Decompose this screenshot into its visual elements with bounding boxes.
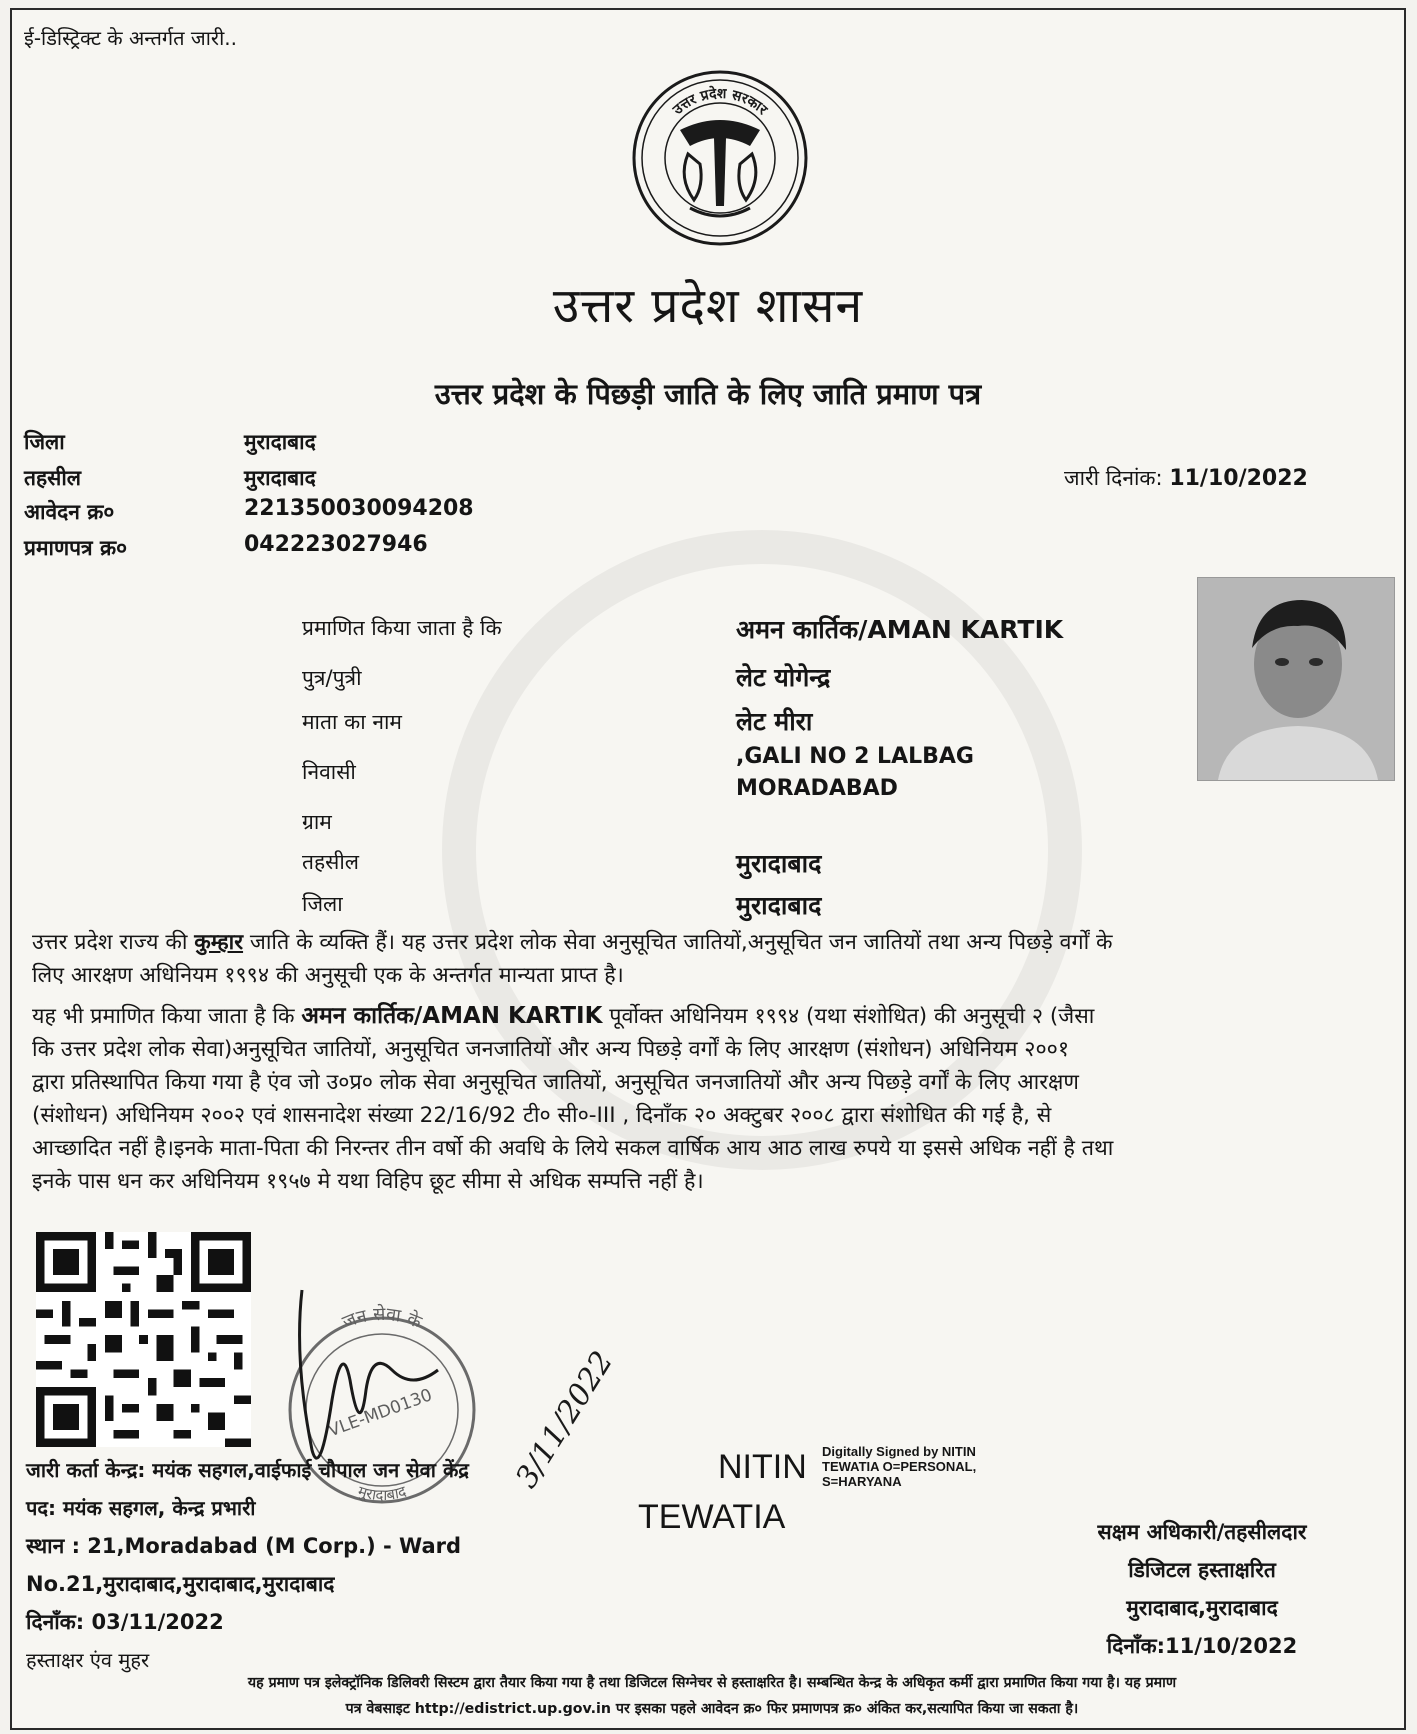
digital-signature-details: [822, 1444, 976, 1489]
svg-text:उत्तर प्रदेश सरकार: [669, 85, 771, 119]
detail-tehsil-label: तहसील: [302, 850, 359, 874]
issue-date-label: जारी दिनांक:: [1064, 466, 1163, 490]
body-text: इनके पास धन कर अधिनियम १९५७ मे यथा विहिप छूट सीमा से अधिक सम्पत्ति नहीं है।: [32, 1169, 704, 1194]
body-text: द्वारा प्रतिस्थापित किया गया है एंव जो उ०प्र० लोक सेवा अनुसूचित जातियों, अनुसूचित जनजातियों और अन्य पिछड़े वर्गों के लिए आरक्षण: [32, 1070, 1079, 1095]
tehsil-label: तहसील: [24, 466, 81, 490]
signature-detail: TEWATIA O=PERSONAL,: [822, 1459, 977, 1474]
body-text: लिए आरक्षण अधिनियम १९९४ की अनुसूची एक के अन्तर्गत मान्यता प्राप्त है।: [32, 963, 624, 988]
village-label: ग्राम: [302, 810, 332, 834]
certificate-sheet: [10, 8, 1406, 1730]
district-label: जिला: [24, 430, 65, 454]
detail-district-value: मुरादाबाद: [736, 891, 822, 920]
issuer-place-line2: No.21,मुरादाबाद,मुरादाबाद,मुरादाबाद: [26, 1572, 335, 1596]
body-text: कि उत्तर प्रदेश लोक सेवा)अनुसूचित जातियों, अनुसूचित जनजातियों और अन्य पिछड़े वर्गों के लिए आरक्षण (संशोधन) अधिनियम २००१: [32, 1037, 1069, 1062]
page-title: उत्तर प्रदेश शासन: [552, 278, 864, 334]
application-label: आवेदन क्र०: [24, 500, 115, 524]
up-govt-emblem: [630, 68, 810, 248]
detail-tehsil-value: मुरादाबाद: [736, 849, 822, 878]
address-line1: ,GALI NO 2 LALBAG: [736, 744, 974, 769]
district-value: मुरादाबाद: [244, 430, 316, 454]
certificate-subtitle: उत्तर प्रदेश के पिछड़ी जाति के लिए जाति प्रमाण पत्र: [434, 377, 982, 411]
father-name: लेट योगेन्द्र: [736, 663, 831, 692]
stamp-text-top: जन सेवा के: [339, 1303, 425, 1334]
body-paragraph-1: [32, 926, 1402, 992]
issuing-centre: जारी कर्ता केन्द्र: मयंक सहगल,वाईफाई चौपाल जन सेवा केंद्र: [26, 1458, 469, 1482]
signature-detail: Digitally Signed by NITIN: [822, 1444, 976, 1459]
digital-signer-first: NITIN: [718, 1448, 807, 1486]
body-text: पूर्वोक्त अधिनियम १९९४ (यथा संशोधित) की अनुसूची २ (जैसा: [609, 1004, 1095, 1029]
child-of-label: पुत्र/पुत्री: [302, 666, 362, 690]
top-note: ई-डिस्ट्रिक्ट के अन्तर्गत जारी..: [24, 26, 237, 50]
body-applicant-name: अमन कार्तिक/AMAN KARTIK: [301, 1003, 603, 1029]
issuer-post: पद: मयंक सहगल, केन्द्र प्रभारी: [26, 1496, 256, 1520]
mother-label: माता का नाम: [302, 710, 402, 734]
mother-name: लेट मीरा: [736, 707, 813, 736]
authority-place: मुरादाबाद,मुरादाबाद: [1126, 1596, 1278, 1620]
body-text: (संशोधन) अधिनियम २००२ एवं शासनादेश संख्या 22/16/92 टी० सी०-III , दिनाँक २० अक्टुबर २००८ द्वारा संशोधित की गई है, से: [32, 1103, 1052, 1128]
body-text: आच्छादित नहीं है।इनके माता-पिता की निरन्तर तीन वर्षो की अवधि के लिये सकल वार्षिक आय आठ लाख रुपये या इससे अधिक नहीं है तथा: [32, 1136, 1114, 1161]
body-text: जाति के व्यक्ति हैं। यह उत्तर प्रदेश लोक सेवा अनुसूचित जातियों,अनुसूचित जन जातियों तथा अन्य पिछड़े वर्गों के: [249, 930, 1113, 955]
resident-label: निवासी: [302, 760, 356, 784]
issuer-seal-and-signature: [242, 1280, 662, 1540]
stamp-code: VLE-MD0130: [325, 1385, 435, 1442]
body-text: यह भी प्रमाणित किया जाता है कि: [32, 1004, 295, 1029]
sign-and-seal-label: हस्ताक्षर एंव मुहर: [26, 1648, 150, 1672]
certify-label: प्रमाणित किया जाता है कि: [302, 616, 502, 640]
stamp-text-bottom: मुरादाबाद: [355, 1482, 409, 1505]
authority-digital: डिजिटल हस्ताक्षरित: [1128, 1558, 1276, 1582]
qr-code: [36, 1232, 251, 1447]
caste-name: कुम्हार: [194, 930, 244, 955]
issuer-place-line1: स्थान : 21,Moradabad (M Corp.) - Ward: [26, 1534, 462, 1558]
certificate-number: 042223027946: [244, 532, 428, 557]
emblem-text: उत्तर प्रदेश सरकार: [670, 85, 771, 119]
svg-text:जन सेवा के: [339, 1303, 426, 1334]
footer-line2: पत्र वेबसाइट http://edistrict.up.gov.in पर इसका पहले आवेदन क्र० फिर प्रमाणपत्र क्र० अंकित कर,सत्यापित किया जा सकता है।: [345, 1701, 1079, 1717]
authority-title: सक्षम अधिकारी/तहसीलदार: [1097, 1520, 1307, 1544]
authority-date: दिनाँक:11/10/2022: [1106, 1634, 1298, 1658]
handwritten-date: 3/11/2022: [509, 1345, 621, 1495]
detail-district-label: जिला: [302, 892, 343, 916]
issuer-date: दिनाँक: 03/11/2022: [26, 1610, 224, 1634]
body-paragraph-2: [32, 1000, 1402, 1198]
applicant-name: अमन कार्तिक/AMAN KARTIK: [736, 615, 1064, 644]
application-number: 221350030094208: [244, 496, 474, 521]
body-text: उत्तर प्रदेश राज्य की: [32, 930, 188, 955]
issue-date: [1064, 464, 1308, 492]
tehsil-value: मुरादाबाद: [244, 466, 316, 490]
certificate-label: प्रमाणपत्र क्र०: [24, 536, 128, 560]
footer-line1: यह प्रमाण पत्र इलेक्ट्रॉनिक डिलिवरी सिस्टम द्वारा तैयार किया गया है तथा डिजिटल सिग्नेचर से हस्ताक्षरित है। सम्बन्धित केन्द्र के अधिकृत कर्मी द्वारा प्रमाणित किया गया है। यह प्रमाण: [247, 1675, 1177, 1691]
applicant-photo: [1197, 577, 1395, 781]
signature-detail: S=HARYANA: [822, 1474, 902, 1489]
issue-date-value: 11/10/2022: [1169, 466, 1308, 491]
svg-text:मुरादाबाद: [355, 1482, 409, 1504]
address-line2: MORADABAD: [736, 776, 898, 801]
digital-signer-last: TEWATIA: [638, 1498, 786, 1536]
